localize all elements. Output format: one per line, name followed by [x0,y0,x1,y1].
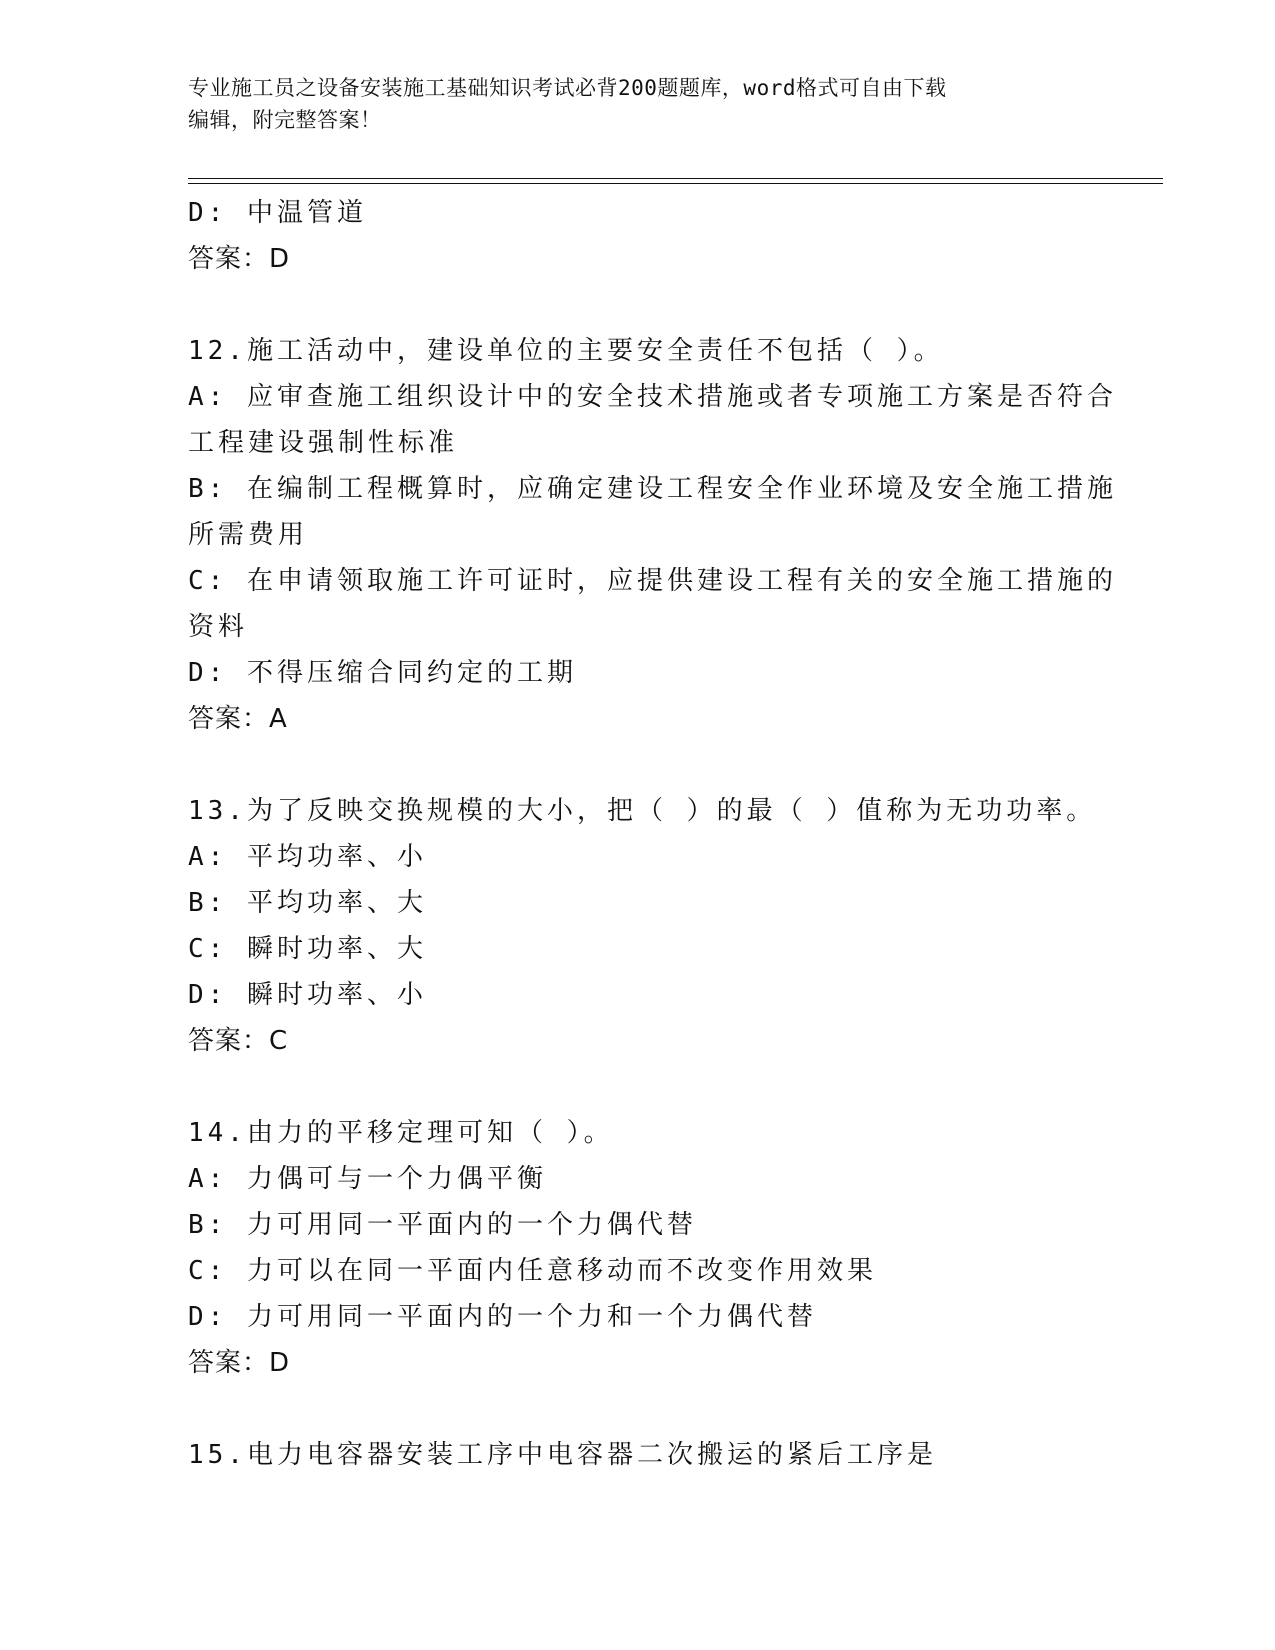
question-12-option-b: B: 在编制工程概算时，应确定建设工程安全作业环境及安全施工措施 [188,474,1117,504]
header-line-2: 编辑，附完整答案！ [188,108,382,132]
header-divider-top [188,178,1163,179]
spacer [188,282,1088,328]
question-13-answer: 答案：C [188,1026,289,1056]
prev-option-d: D: 中温管道 [188,198,367,228]
question-12-option-d: D: 不得压缩合同约定的工期 [188,658,577,688]
question-12-option-a-cont: 工程建设强制性标准 [188,428,459,458]
header-line-1: 专业施工员之设备安装施工基础知识考试必背200题题库，word格式可自由下载 [188,76,947,100]
question-14-option-a: A: 力偶可与一个力偶平衡 [188,1164,547,1194]
question-list [188,190,1117,1478]
question-14-answer: 答案：D [188,1348,291,1378]
question-15-stem: 15.电力电容器安装工序中电容器二次搬运的紧后工序是 [188,1440,937,1470]
question-13-stem: 13.为了反映交换规模的大小，把（ ）的最（ ）值称为无功功率。 [188,796,1097,826]
header-divider-bottom [188,183,1163,184]
question-13-option-d: D: 瞬时功率、小 [188,980,427,1010]
question-13-option-b: B: 平均功率、大 [188,888,427,918]
question-12-answer: 答案：A [188,704,288,734]
question-14-option-b: B: 力可用同一平面内的一个力偶代替 [188,1210,697,1240]
document-header [188,72,1088,136]
question-12-option-c: C: 在申请领取施工许可证时，应提供建设工程有关的安全施工措施的 [188,566,1117,596]
spacer [188,1064,1088,1110]
question-14-option-d: D: 力可用同一平面内的一个力和一个力偶代替 [188,1302,817,1332]
question-14-option-c: C: 力可以在同一平面内任意移动而不改变作用效果 [188,1256,877,1286]
question-13-option-a: A: 平均功率、小 [188,842,427,872]
prev-answer: 答案：D [188,244,291,274]
question-12-option-b-cont: 所需费用 [188,520,309,550]
spacer [188,1386,1088,1432]
question-12-option-a: A: 应审查施工组织设计中的安全技术措施或者专项施工方案是否符合 [188,382,1117,412]
question-12-option-c-cont: 资料 [188,612,249,642]
question-12-stem: 12.施工活动中，建设单位的主要安全责任不包括（ ）。 [188,336,944,366]
question-14-stem: 14.由力的平移定理可知（ ）。 [188,1118,614,1148]
spacer [188,742,1088,788]
question-13-option-c: C: 瞬时功率、大 [188,934,427,964]
